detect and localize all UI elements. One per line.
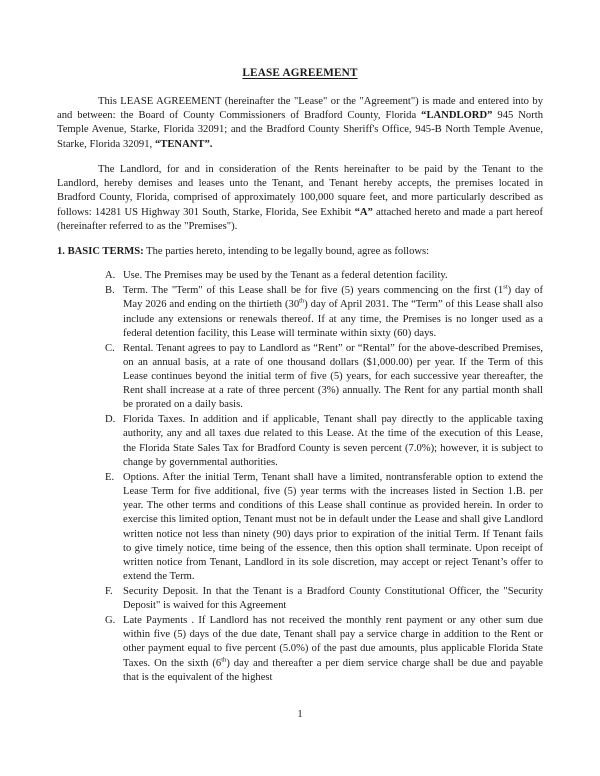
list-item-text: Late Payments . If Landlord has not received the monthly rent payment or any other sum due within five (5) days of the due date, Tenant shall pay a service charge in addition to the Rent or other payment equal to five percent (5.0%) of the past due amounts, plus applicable Florida State Taxes. On the sixth (6th) day and thereafter a per diem service charge shall be due and payable that is the equivalent of the highest xyxy=(123,614,543,683)
intro-paragraph-1 xyxy=(57,95,543,152)
ordinal-superscript: st xyxy=(503,283,508,291)
ordinal-superscript: th xyxy=(299,297,305,305)
intro-paragraph-2 xyxy=(57,163,543,234)
terms-list-item xyxy=(57,585,543,613)
list-item-marker: A. xyxy=(105,270,116,282)
terms-list-item xyxy=(57,614,543,685)
list-item-text: Security Deposit. In that the Tenant is a Bradford County Constitutional Officer, the "Security Deposit" is waived for this Agreement xyxy=(123,586,543,612)
page-title: LEASE AGREEMENT xyxy=(242,67,358,79)
intro-paragraph-1-text: This LEASE AGREEMENT (hereinafter the "Lease" or the "Agreement") is made and entered into by and between: the Board of County Commissioners of Bradford County, Florida “LANDLORD” 945 North Temple Avenue, Starke, Florida 32091; and the Bradford County Sheriff's Office, 945-B North Temple Avenue, Starke, Florida 32091, “TENANT”. xyxy=(57,96,544,150)
list-item-text: Options. After the initial Term, Tenant shall have a limited, nontransferable option to extend the Lease Term for five additional, five (5) year terms with the increases listed in Section 1.B. per year. The other terms and conditions of this Lease shall continue as provided herein. In order to exercise this limited option, Tenant must not be in default under the Lease and shall give Landlord written notice not less than ninety (90) days prior to expiration of the initial Term. If Tenant fails to give timely notice, time being of the essence, then this option shall terminate. Upon receipt of written notice from Tenant, Landlord in its sole discretion, may accept or reject Tenant’s offer to extend the Term. xyxy=(123,471,543,583)
section-heading-basic-terms xyxy=(57,245,543,259)
list-item-marker: G. xyxy=(105,614,116,626)
list-item-text: Rental. Tenant agrees to pay to Landlord as “Rent” or “Rental” for the above-described Premises, on an annual basis, at a rate of one thousand dollars ($1,000.00) per year. If the Term of this Lease continues beyond the initial term of five (5) years, for each successive year thereafter, the Rent shall increase at a rate of three percent (3%) annually. The Rent for any partial month shall be prorated on a daily basis. xyxy=(123,342,543,411)
list-item-marker: B. xyxy=(105,285,115,297)
terms-list-item xyxy=(57,342,543,413)
terms-list-item xyxy=(57,471,543,585)
emphasized-term: “LANDLORD” xyxy=(421,110,493,122)
emphasized-term: “TENANT”. xyxy=(155,138,213,150)
section-number-label: 1. BASIC TERMS: xyxy=(57,246,144,258)
list-item-text: Use. The Premises may be used by the Tenant as a federal detention facility. xyxy=(123,270,448,282)
terms-list xyxy=(57,269,543,685)
document-body xyxy=(57,66,543,686)
list-item-marker: D. xyxy=(105,414,116,426)
list-item-text: Term. The "Term" of this Lease shall be for five (5) years commencing on the first (1st) day of May 2026 and ending on the thirtieth (30th) day of April 2031. The “Term” of this Lease shall also include any extensions or renewals thereof. If at any time, the Premises is no longer used as a federal detention facility, this Lease will terminate within sixty (60) days. xyxy=(123,283,543,339)
terms-list-item xyxy=(57,413,543,470)
list-item-text: Florida Taxes. In addition and if applicable, Tenant shall pay directly to the applicable taxing authority, any and all taxes due related to this Lease. At the time of the execution of this Lease, the Florida State Sales Tax for Bradford County is seven percent (7.0%); however, it is subject to change by governmental authorities. xyxy=(123,414,543,468)
section-intro-text: The parties hereto, intending to be legally bound, agree as follows: xyxy=(146,246,430,258)
list-item-marker: C. xyxy=(105,342,115,354)
page-number: 1 xyxy=(297,709,303,720)
terms-list-item xyxy=(57,284,543,341)
terms-list-item xyxy=(57,269,543,283)
list-item-marker: E. xyxy=(105,471,115,483)
intro-paragraph-2-text: The Landlord, for and in consideration of the Rents hereinafter to be paid by the Tenant to the Landlord, hereby demises and leases unto the Tenant, and Tenant hereby accepts, the premises located in Bradford County, Florida, comprised of approximately 100,000 square feet, and more particularly described as follows: 14281 US Highway 301 South, Starke, Florida, See Exhibit “A” attached hereto and made a part hereof (hereinafter referred to as the "Premises"). xyxy=(57,163,543,232)
list-item-marker: F. xyxy=(105,586,113,597)
ordinal-superscript: th xyxy=(221,656,227,664)
emphasized-term: “A” xyxy=(354,206,373,218)
